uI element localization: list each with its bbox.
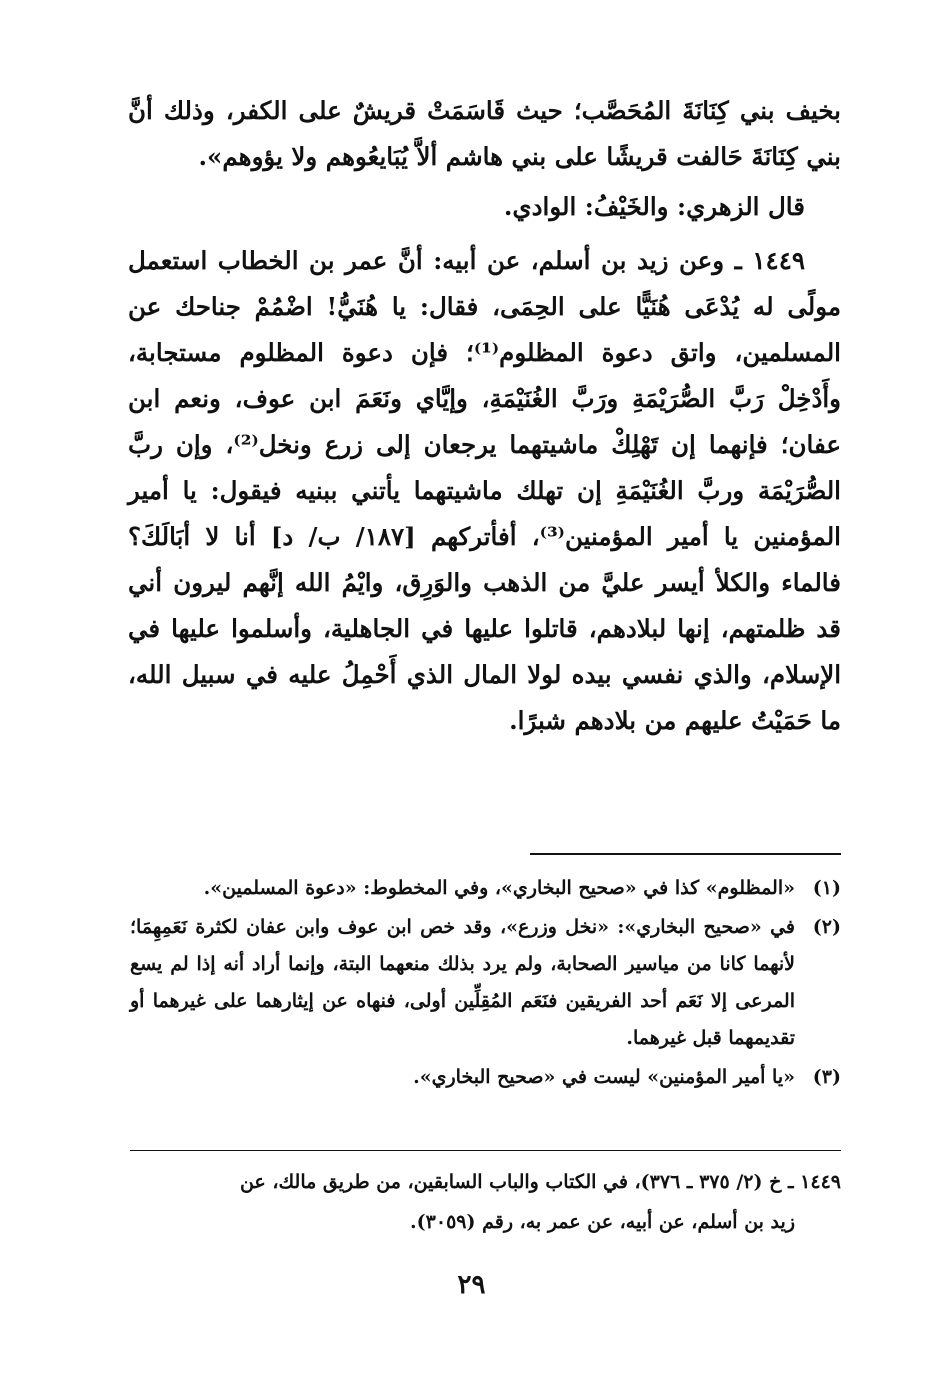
footnote-text: في «صحيح البخاري»: «نخل وزرع»، وقد خص ابن عوف وابن عفان لكثرة نَعَمِهِمَا؛ لأنهما كانا من مياسير الصحابة، ولم يرد بذلك منعهما البتة، وإنما أراد أنه إذا لم يسع المرعى إلا نَعَم أحد الفريقين فنَعَم المُقِلِّين أولى، فنهاه عن إيثارهما على غيرهما أو تقديمهما قبل غيرهما. [130, 916, 795, 1049]
source-note [130, 1162, 841, 1242]
footnote-number: (٣) [812, 1066, 841, 1088]
footnote-number: (٢) [812, 916, 841, 938]
source-note-first-line: ١٤٤٩ ـ خ (٢/ ٣٧٥ ـ ٣٧٦)، في الكتاب والباب السابقين، من طريق مالك، عن [239, 1171, 841, 1193]
footnote [130, 909, 841, 1057]
footnotes [130, 870, 841, 1098]
footnote [130, 1059, 841, 1096]
footnote-text: «يا أمير المؤمنين» ليست في «صحيح البخاري». [413, 1066, 795, 1088]
main-text [128, 88, 841, 744]
opening-paragraph: بخيف بني كِنَانَةَ المُحَصَّب؛ حيث قَاسَمَتْ قريشٌ على الكفر، وذلك أنَّ بني كِنَانَةَ حَالفت قريشًا على بني هاشم ألاَّ يُبَايعُوهم ولا يؤوهم». [128, 96, 841, 171]
source-separator [130, 1150, 841, 1151]
hadith-text: ـ وعن زيد بن أسلم، عن أبيه: أنَّ عمر بن الخطاب استعمل مولًى له يُدْعَى هُنَيًّا على الحِمَى، فقال: يا هُنَيُّ! اضْمُمْ جناحك عن المسلمين، واتق دعوة المظلوم⁽¹⁾؛ فإن دعوة المظلوم مستجابة، وأَدْخِلْ رَبَّ الصُّرَيْمَةِ ورَبَّ الغُنَيْمَةِ، وإيَّاي ونَعَمَ ابن عوف، ونعم ابن عفان؛ فإنهما إن تَهْلِكْ ماشيتهما يرجعان إلى زرع ونخل⁽²⁾، وإن ربَّ الصُّرَيْمَة وربَّ الغُنَيْمَةِ إن تهلك ماشيتهما يأتني ببنيه فيقول: يا أمير المؤمنين يا أمير المؤمنين⁽³⁾، أفأتركهم [١٨٧/ ب/ د] أنا لا أبَالَكَ؟ فالماء والكلأ أيسر عليَّ من الذهب والوَرِق، وايْمُ الله إنَّهم ليرون أني قد ظلمتهم، إنها لبلادهم، قاتلوا عليها في الجاهلية، وأسلموا عليها في الإسلام، والذي نفسي بيده لولا المال الذي أَحْمِلُ عليه في سبيل الله، ما حَمَيْتُ عليهم من بلادهم شبرًا. [128, 246, 841, 735]
hadith-paragraph [128, 238, 841, 744]
footnote-text: «المظلوم» كذا في «صحيح البخاري»، وفي المخطوط: «دعوة المسلمين». [203, 877, 795, 899]
source-note-second-line: زيد بن أسلم، عن أبيه، عن عمر به، رقم (٣٠٥٩). [410, 1211, 795, 1233]
page-number: ٢٩ [457, 1270, 486, 1300]
hadith-number: ١٤٤٩ [752, 246, 806, 275]
footnote-number: (١) [812, 877, 841, 899]
zuhri-line: قال الزهري: والخَيْفُ: الوادي. [503, 192, 805, 221]
footnote-separator [530, 853, 841, 855]
footnote [130, 870, 841, 907]
